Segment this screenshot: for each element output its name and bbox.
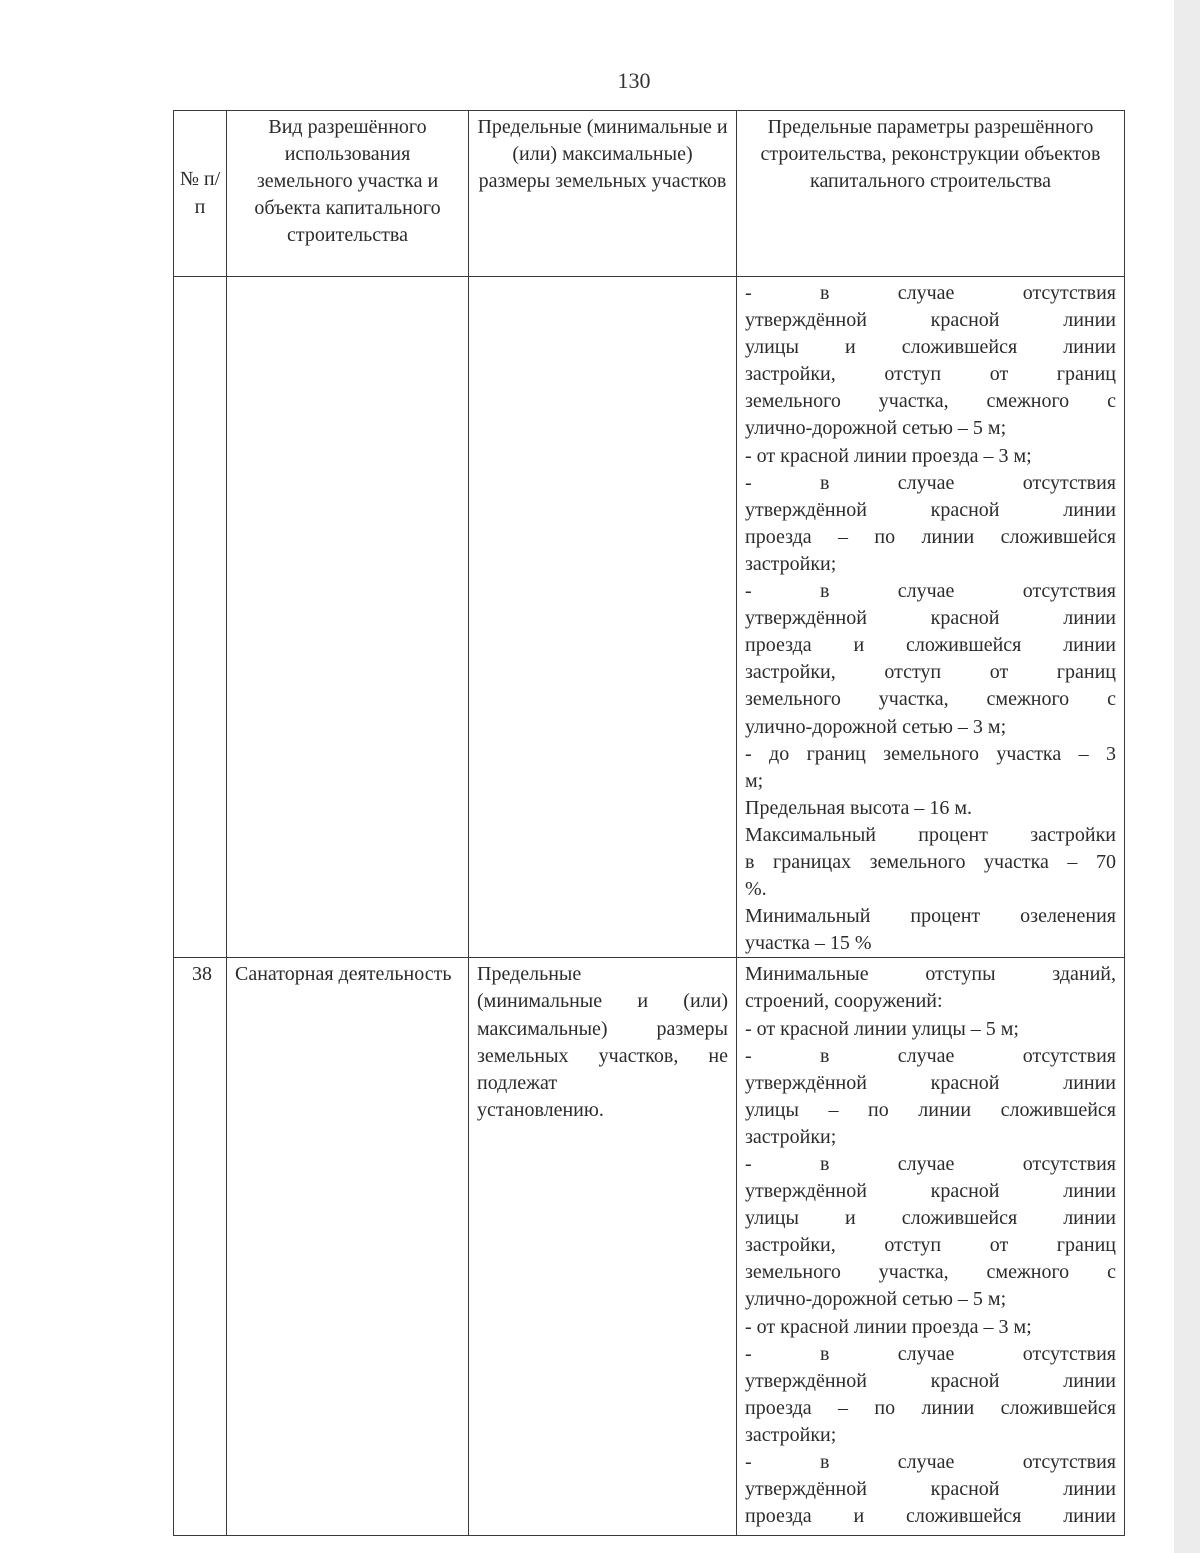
text-line: установлению.	[477, 1098, 604, 1121]
text-line: земельных участков, не	[477, 1044, 728, 1067]
header-number: № п/п	[174, 111, 227, 277]
text-line: Максимальный процент застройки	[745, 823, 1116, 846]
text-line: - в случае отсутствия	[745, 580, 1116, 603]
text-line: утверждённой красной линии	[745, 1180, 1116, 1203]
text-line: улично-дорожной сетью – 5 м;	[745, 1288, 1007, 1311]
text-line: Минимальный процент озеленения	[745, 905, 1116, 928]
text-line: застройки, отступ от границ	[745, 1234, 1116, 1257]
text-line: утверждённой красной линии	[745, 309, 1116, 332]
regulations-table	[173, 110, 1125, 1536]
header-params: Предельные параметры разрешённого строительства, реконструкции объектов капитального строительства	[737, 111, 1125, 277]
text-line: - от красной линии улицы – 5 м;	[745, 1017, 1019, 1040]
table-row-38	[174, 958, 1125, 1536]
text-line: - до границ земельного участка – 3	[745, 742, 1116, 765]
scan-edge	[1174, 0, 1200, 1553]
text-line: - в случае отсутствия	[745, 1044, 1116, 1067]
text-line: улично-дорожной сетью – 5 м;	[745, 417, 1007, 440]
text-line: - в случае отсутствия	[745, 1153, 1116, 1175]
text-line: м;	[745, 769, 764, 792]
text-line: Предельные	[477, 963, 582, 986]
text-line: утверждённой красной линии	[745, 607, 1116, 630]
cell-params	[737, 958, 1125, 1536]
text-line: Предельная высота – 16 м.	[745, 796, 973, 819]
text-line: улицы и сложившейся линии	[745, 336, 1116, 359]
text-line: - в случае отсутствия	[745, 282, 1116, 304]
page-number: 130	[617, 68, 651, 93]
text-line: застройки, отступ от границ	[745, 363, 1116, 386]
cell-sizes	[469, 958, 737, 1536]
text-line: проезда – по линии сложившейся	[745, 525, 1116, 548]
text-line: земельного участка, смежного с	[745, 1261, 1116, 1284]
text-line: застройки;	[745, 1423, 837, 1446]
text-line: улицы и сложившейся линии	[745, 1207, 1116, 1230]
text-line: (минимальные и (или)	[477, 990, 728, 1013]
text-line: застройки, отступ от границ	[745, 661, 1116, 684]
text-line: улично-дорожной сетью – 3 м;	[745, 715, 1007, 738]
cell-use-type	[227, 277, 469, 958]
table-row-continued	[174, 277, 1125, 958]
text-line: проезда и сложившейся линии	[745, 1505, 1116, 1528]
header-sizes: Предельные (минимальные и (или) максимальные) размеры земельных участков	[469, 111, 737, 277]
text-line: %.	[745, 878, 767, 901]
table-header-row	[174, 111, 1125, 277]
text-line: земельного участка, смежного с	[745, 688, 1116, 711]
text-line: улицы – по линии сложившейся	[745, 1098, 1116, 1121]
text-line: застройки;	[745, 552, 837, 575]
text-line: утверждённой красной линии	[745, 498, 1116, 521]
text-line: подлежат	[477, 1071, 558, 1094]
text-line: - от красной линии проезда – 3 м;	[745, 444, 1032, 467]
text-line: - в случае отсутствия	[745, 1451, 1116, 1474]
text-line: строений, сооружений:	[745, 990, 943, 1013]
text-line: в границах земельного участка – 70	[745, 850, 1116, 873]
cell-sizes	[469, 277, 737, 958]
cell-number	[174, 277, 227, 958]
text-line: проезда – по линии сложившейся	[745, 1396, 1116, 1419]
text-line: Минимальные отступы зданий,	[745, 963, 1116, 986]
text-line: - в случае отсутствия	[745, 1342, 1116, 1365]
cell-params	[737, 277, 1125, 958]
text-line: утверждённой красной линии	[745, 1369, 1116, 1392]
cell-use-type: Санаторная деятельность	[227, 958, 469, 1536]
text-line: застройки;	[745, 1125, 837, 1148]
cell-number: 38	[174, 958, 227, 1536]
text-line: - от красной линии проезда – 3 м;	[745, 1315, 1032, 1338]
text-line: максимальные) размеры	[477, 1017, 728, 1040]
text-line: земельного участка, смежного с	[745, 390, 1116, 413]
text-line: участка – 15 %	[745, 932, 872, 955]
text-line: проезда и сложившейся линии	[745, 634, 1116, 657]
text-line: - в случае отсутствия	[745, 471, 1116, 494]
text-line: утверждённой красной линии	[745, 1071, 1116, 1094]
header-use-type: Вид разрешённого использования земельного участка и объекта капитального строительства	[227, 111, 469, 277]
text-line: утверждённой красной линии	[745, 1478, 1116, 1501]
